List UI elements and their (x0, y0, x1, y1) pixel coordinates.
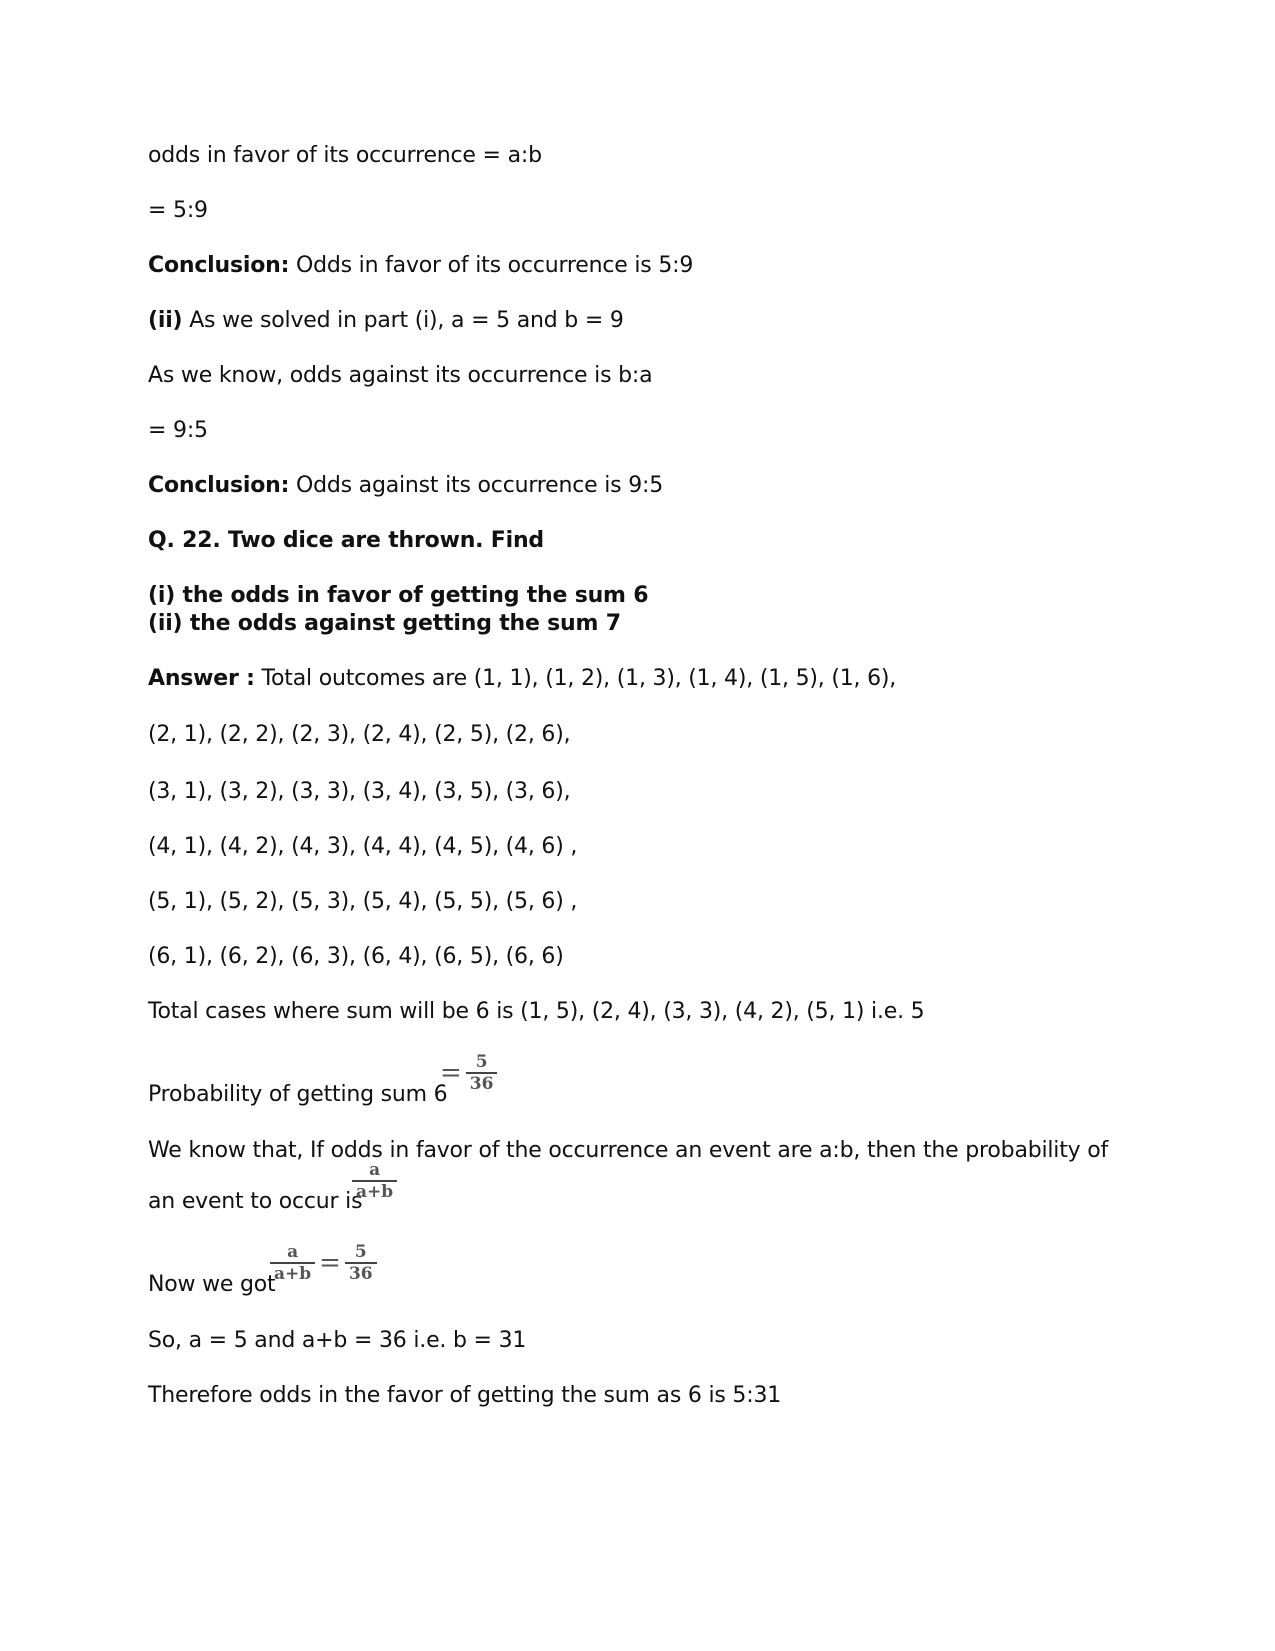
fraction-denominator: 36 (466, 1072, 498, 1094)
equation-fractions (270, 1242, 377, 1284)
question-part-i: (i) the odds in favor of getting the sum 6 (148, 583, 649, 608)
equals-sign: = (319, 1248, 341, 1278)
therefore-line: Therefore odds in the favor of getting the sum as 6 is 5:31 (148, 1383, 782, 1408)
fraction-denominator: a+b (352, 1180, 397, 1202)
part-ii-line (148, 306, 624, 336)
ratio-9-5-line: = 9:5 (148, 418, 208, 443)
probability-line: Probability of getting sum 6 (148, 1082, 448, 1107)
probability-fraction (436, 1052, 497, 1094)
fraction-denominator: a+b (270, 1262, 315, 1284)
conclusion-label: Conclusion: (148, 253, 290, 278)
question-title: Q. 22. Two dice are thrown. Find (148, 528, 544, 553)
outcomes-row-5: (5, 1), (5, 2), (5, 3), (5, 4), (5, 5), (5, 6) , (148, 889, 578, 914)
answer-text: Total outcomes are (1, 1), (1, 2), (1, 3), (1, 4), (1, 5), (1, 6), (254, 666, 897, 691)
conclusion-text: Odds against its occurrence is 9:5 (289, 473, 664, 498)
probability-formula-fraction (352, 1160, 397, 1202)
outcomes-row-2: (2, 1), (2, 2), (2, 3), (2, 4), (2, 5), (2, 6), (148, 722, 571, 747)
answer-label: Answer : (148, 666, 255, 691)
fraction-numerator: 5 (354, 1242, 367, 1262)
outcomes-row-4: (4, 1), (4, 2), (4, 3), (4, 4), (4, 5), (4, 6) , (148, 834, 578, 859)
we-know-line-1: We know that, If odds in favor of the occurrence an event are a:b, then the probability of (148, 1138, 1109, 1163)
question-part-ii: (ii) the odds against getting the sum 7 (148, 611, 621, 636)
conclusion-favor-line (148, 251, 693, 281)
conclusion-text: Odds in favor of its occurrence is 5:9 (289, 253, 694, 278)
answer-line (148, 664, 896, 694)
outcomes-row-3: (3, 1), (3, 2), (3, 3), (3, 4), (3, 5), (3, 6), (148, 779, 571, 804)
ratio-5-9-line: = 5:9 (148, 198, 208, 223)
fraction-numerator: a (369, 1160, 381, 1180)
now-we-got-line: Now we got (148, 1272, 276, 1297)
conclusion-label: Conclusion: (148, 473, 290, 498)
fraction (466, 1052, 498, 1094)
fraction-numerator: 5 (475, 1052, 488, 1072)
odds-against-line: As we know, odds against its occurrence is b:a (148, 363, 653, 388)
fraction-denominator: 36 (345, 1262, 377, 1284)
fraction-numerator: a (287, 1242, 299, 1262)
part-ii-text: As we solved in part (i), a = 5 and b = 9 (182, 308, 624, 333)
fraction (352, 1160, 397, 1202)
fraction-right (345, 1242, 377, 1284)
fraction-left (270, 1242, 315, 1284)
equals-sign: = (440, 1058, 462, 1088)
part-ii-label: (ii) (148, 308, 183, 333)
conclusion-against-line (148, 471, 663, 501)
so-line: So, a = 5 and a+b = 36 i.e. b = 31 (148, 1328, 527, 1353)
odds-in-favor-line: odds in favor of its occurrence = a:b (148, 143, 542, 168)
we-know-line-2: an event to occur is (148, 1189, 363, 1214)
total-cases-line: Total cases where sum will be 6 is (1, 5), (2, 4), (3, 3), (4, 2), (5, 1) i.e. 5 (148, 999, 925, 1024)
outcomes-row-6: (6, 1), (6, 2), (6, 3), (6, 4), (6, 5), (6, 6) (148, 944, 564, 969)
